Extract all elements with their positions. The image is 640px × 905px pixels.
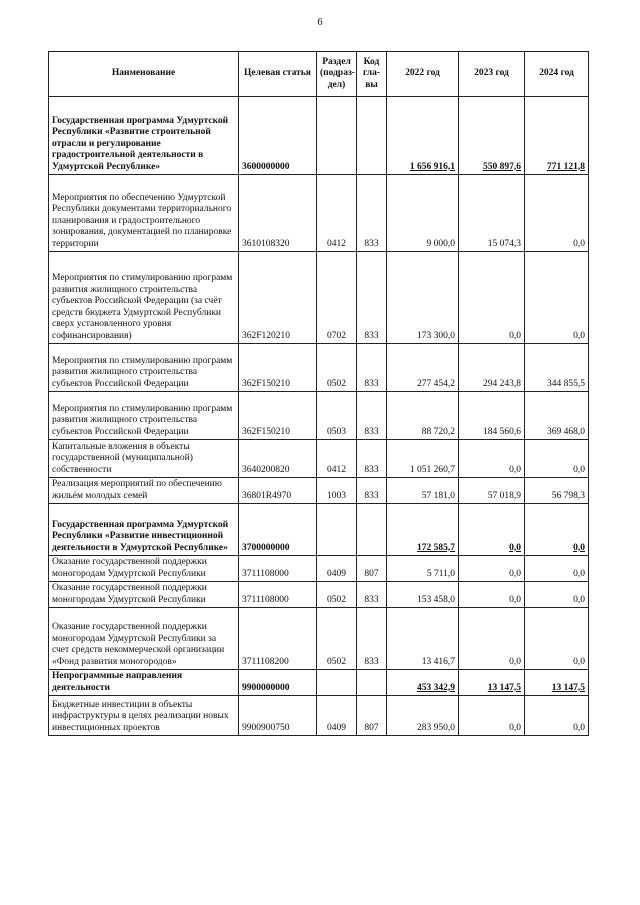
row-2022: 173 300,0	[387, 252, 459, 344]
header-chief: Код гла-вы	[357, 52, 387, 97]
row-code: 9900000000	[239, 670, 317, 696]
row-section: 0502	[317, 582, 357, 608]
row-2022: 9 000,0	[387, 175, 459, 252]
row-section: 0409	[317, 696, 357, 736]
table-row	[49, 252, 589, 344]
table-row	[49, 670, 589, 696]
row-section: 0503	[317, 392, 357, 440]
row-2022: 453 342,9	[387, 670, 459, 696]
table-row	[49, 504, 589, 556]
row-2023: 0,0	[459, 556, 525, 582]
row-2024: 13 147,5	[525, 670, 589, 696]
row-name: Реализация мероприятий по обеспечению жильём молодых семей	[49, 478, 239, 504]
row-code: 362F150210	[239, 344, 317, 392]
row-name: Оказание государственной поддержки моногородам Удмуртской Республики	[49, 556, 239, 582]
row-name: Бюджетные инвестиции в объекты инфраструктуры в целях реализации новых инвестиционных проектов	[49, 696, 239, 736]
row-2023: 0,0	[459, 582, 525, 608]
row-name: Оказание государственной поддержки моногородам Удмуртской Республики	[49, 582, 239, 608]
row-2023: 13 147,5	[459, 670, 525, 696]
header-2022: 2022 год	[387, 52, 459, 97]
row-section: 1003	[317, 478, 357, 504]
row-2024: 344 855,5	[525, 344, 589, 392]
row-name: Оказание государственной поддержки моногородам Удмуртской Республики за счет средств некоммерческой организации «Фонд развития моногородов»	[49, 608, 239, 670]
row-name: Государственная программа Удмуртской Республики «Развитие строительной отрасли и регулирование градостроительной деятельности в Удмуртской Республике»	[49, 97, 239, 175]
row-2023: 15 074,3	[459, 175, 525, 252]
row-2024: 0,0	[525, 696, 589, 736]
row-2024: 0,0	[525, 582, 589, 608]
row-2022: 5 711,0	[387, 556, 459, 582]
row-2022: 153 458,0	[387, 582, 459, 608]
row-chief: 833	[357, 344, 387, 392]
table-row	[49, 97, 589, 175]
row-code: 3640200820	[239, 440, 317, 478]
row-name: Мероприятия по обеспечению Удмуртской Республики документами территориального планирования и градостроительного зонирования, документацией по планировке территории	[49, 175, 239, 252]
row-2023: 184 560,6	[459, 392, 525, 440]
row-2024: 0,0	[525, 504, 589, 556]
row-chief: 833	[357, 392, 387, 440]
row-section	[317, 97, 357, 175]
row-chief: 807	[357, 696, 387, 736]
row-2024: 369 468,0	[525, 392, 589, 440]
row-2022: 172 585,7	[387, 504, 459, 556]
row-2023: 294 243,8	[459, 344, 525, 392]
row-2024: 771 121,8	[525, 97, 589, 175]
table-row	[49, 344, 589, 392]
row-2023: 0,0	[459, 504, 525, 556]
row-chief	[357, 504, 387, 556]
row-name: Капитальные вложения в объекты государственной (муниципальной) собственности	[49, 440, 239, 478]
header-2024: 2024 год	[525, 52, 589, 97]
row-2023: 0,0	[459, 696, 525, 736]
table-row	[49, 696, 589, 736]
row-2024: 0,0	[525, 556, 589, 582]
table-row	[49, 608, 589, 670]
row-code: 3700000000	[239, 504, 317, 556]
row-name: Непрограммные направления деятельности	[49, 670, 239, 696]
row-chief: 833	[357, 608, 387, 670]
row-code: 362F150210	[239, 392, 317, 440]
table-row	[49, 582, 589, 608]
table-row	[49, 175, 589, 252]
row-code: 3610108320	[239, 175, 317, 252]
row-chief	[357, 670, 387, 696]
row-chief: 833	[357, 582, 387, 608]
row-name: Государственная программа Удмуртской Республики «Развитие инвестиционной деятельности в Удмуртской Республике»	[49, 504, 239, 556]
row-2022: 13 416,7	[387, 608, 459, 670]
row-2022: 88 720,2	[387, 392, 459, 440]
row-2023: 550 897,6	[459, 97, 525, 175]
row-2022: 283 950,0	[387, 696, 459, 736]
row-2024: 56 798,3	[525, 478, 589, 504]
row-2022: 277 454,2	[387, 344, 459, 392]
row-code: 3711108000	[239, 582, 317, 608]
row-name: Мероприятия по стимулированию программ развития жилищного строительства субъектов Российской Федерации	[49, 344, 239, 392]
page-number: 6	[317, 17, 323, 28]
header-name: Наименование	[49, 52, 239, 97]
row-chief: 833	[357, 175, 387, 252]
row-chief	[357, 97, 387, 175]
row-2024: 0,0	[525, 252, 589, 344]
header-2023: 2023 год	[459, 52, 525, 97]
row-section: 0412	[317, 440, 357, 478]
row-name: Мероприятия по стимулированию программ развития жилищного строительства субъектов Российской Федерации (за счёт средств бюджета Удмуртской Республики сверх установленного уровня софинансирования)	[49, 252, 239, 344]
row-2022: 1 051 260,7	[387, 440, 459, 478]
budget-table	[48, 51, 589, 736]
row-2023: 0,0	[459, 252, 525, 344]
row-section: 0412	[317, 175, 357, 252]
row-2023: 0,0	[459, 608, 525, 670]
row-code: 3711108000	[239, 556, 317, 582]
row-code: 36801R4970	[239, 478, 317, 504]
row-code: 3711108200	[239, 608, 317, 670]
row-section: 0702	[317, 252, 357, 344]
row-2023: 0,0	[459, 440, 525, 478]
row-2024: 0,0	[525, 608, 589, 670]
row-code: 9900900750	[239, 696, 317, 736]
table-row	[49, 556, 589, 582]
row-code: 3600000000	[239, 97, 317, 175]
row-2023: 57 018,9	[459, 478, 525, 504]
table-row	[49, 392, 589, 440]
row-section: 0502	[317, 344, 357, 392]
row-section	[317, 670, 357, 696]
row-2022: 1 656 916,1	[387, 97, 459, 175]
row-chief: 833	[357, 252, 387, 344]
row-section: 0409	[317, 556, 357, 582]
row-chief: 807	[357, 556, 387, 582]
header-target: Целевая статья	[239, 52, 317, 97]
row-section: 0502	[317, 608, 357, 670]
row-code: 362F120210	[239, 252, 317, 344]
row-chief: 833	[357, 478, 387, 504]
row-2024: 0,0	[525, 440, 589, 478]
table-row	[49, 440, 589, 478]
row-section	[317, 504, 357, 556]
header-section: Раздел (подраз-дел)	[317, 52, 357, 97]
row-2024: 0,0	[525, 175, 589, 252]
row-name: Мероприятия по стимулированию программ развития жилищного строительства субъектов Российской Федерации	[49, 392, 239, 440]
table-row	[49, 478, 589, 504]
header-row	[49, 52, 589, 97]
row-2022: 57 181,0	[387, 478, 459, 504]
row-chief: 833	[357, 440, 387, 478]
